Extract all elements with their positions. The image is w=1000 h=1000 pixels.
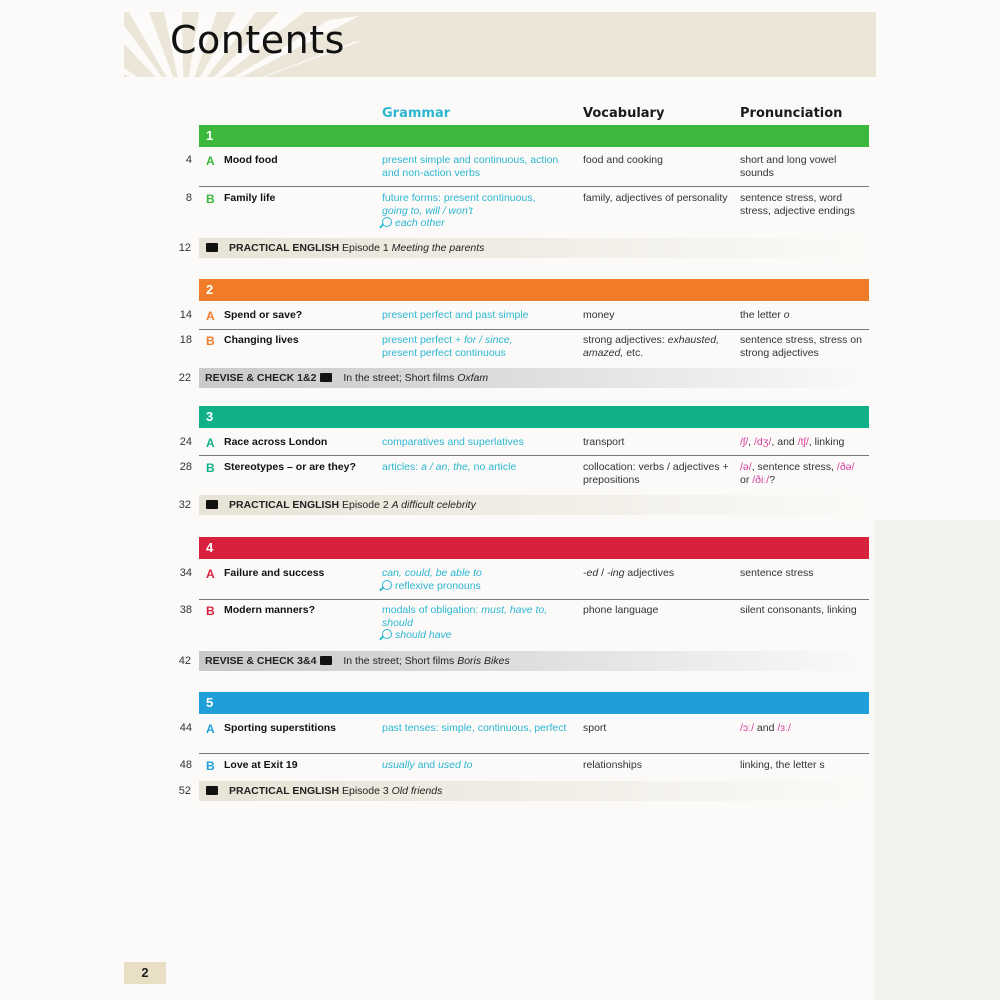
page-number: 22: [178, 372, 191, 384]
lesson-pronunciation: silent consonants, linking: [740, 604, 857, 616]
page-number: 48: [179, 759, 192, 771]
pron-text: , and: [771, 436, 798, 448]
pron-italic: o: [783, 309, 790, 321]
lesson-grammar: [382, 759, 578, 772]
lesson-pronunciation: /ʃ/, /dʒ/, and /tʃ/, linking: [740, 436, 845, 448]
phonetic-symbol: /dʒ/: [754, 436, 772, 448]
episode-title: Old friends: [391, 785, 443, 797]
lesson-title: Modern manners?: [224, 604, 316, 616]
column-header-vocabulary: Vocabulary: [583, 106, 665, 121]
lesson-vocabulary: phone language: [583, 604, 659, 616]
grammar-italic: usually: [382, 759, 415, 771]
lesson-grammar: comparatives and superlatives: [382, 436, 524, 448]
unit-5-bar: [199, 692, 869, 714]
row-divider: [199, 753, 869, 754]
vocab-suffix: etc.: [623, 346, 644, 359]
lesson-vocabulary: family, adjectives of personality: [583, 192, 728, 204]
grammar-extra: reflexive pronouns: [395, 579, 481, 592]
pron-text: and: [754, 722, 778, 734]
revise-text: In the street; Short films: [343, 372, 455, 384]
lesson-letter: B: [206, 759, 215, 773]
vocab-text: strong adjectives:: [583, 334, 668, 346]
grammar-text: present perfect +: [382, 334, 465, 346]
video-camera-icon: [206, 786, 218, 795]
lesson-vocabulary: collocation: verbs / adjectives + prepositions: [583, 461, 729, 486]
grammar-extra: should have: [395, 629, 452, 641]
row-divider: [199, 186, 869, 187]
lesson-vocabulary: [583, 567, 733, 580]
grammar-italic: must, have to, should: [382, 604, 548, 629]
lesson-pronunciation: linking, the letter s: [740, 759, 825, 771]
magnifier-icon: [382, 217, 392, 227]
lesson-pronunciation: sentence stress, word stress, adjective endings: [740, 192, 855, 217]
lesson-title: Changing lives: [224, 334, 299, 346]
grammar-italic: for / since,: [464, 334, 513, 346]
lesson-title: Sporting superstitions: [224, 722, 337, 734]
page-title: Contents: [170, 18, 345, 62]
lesson-title: Stereotypes – or are they?: [224, 461, 356, 473]
lesson-pronunciation: [740, 461, 870, 486]
page-number: 24: [179, 436, 192, 448]
lesson-letter: B: [206, 334, 215, 348]
lesson-vocabulary: [583, 334, 733, 359]
header-band: [124, 12, 876, 77]
phonetic-symbol: /ðiː/: [752, 473, 770, 486]
lesson-grammar: [382, 604, 578, 642]
revise-text: In the street; Short films: [343, 655, 455, 667]
page-number: 52: [178, 785, 191, 797]
page-number: 12: [178, 242, 191, 254]
pron-question: ?: [769, 473, 776, 486]
grammar-italic: can, could, be able to: [382, 567, 482, 579]
grammar-italic-2: used to: [438, 759, 473, 771]
footer-page-number: 2: [124, 962, 166, 984]
practical-english-label: PRACTICAL ENGLISH: [229, 242, 340, 254]
unit-number: 5: [206, 695, 214, 710]
revise-check-bar[interactable]: [199, 368, 869, 388]
lesson-title: Family life: [224, 192, 276, 204]
lesson-title: Mood food: [224, 154, 278, 166]
grammar-extra: each other: [395, 217, 445, 229]
phonetic-symbol: /ɔː/: [740, 722, 755, 734]
unit-1-bar: [199, 125, 869, 147]
page-number: 38: [179, 604, 192, 616]
lesson-grammar: present perfect and past simple: [382, 309, 529, 321]
lesson-letter: B: [206, 604, 215, 618]
pron-text-or: or: [740, 473, 753, 486]
page-number: 8: [185, 192, 192, 204]
lesson-grammar: past tenses: simple, continuous, perfect: [382, 722, 567, 734]
episode-number: Episode 3: [341, 785, 389, 797]
lesson-vocabulary: money: [583, 309, 615, 321]
pron-suffix: , linking: [808, 436, 845, 448]
magnifier-icon: [382, 580, 392, 590]
vocab-italic: exhausted, amazed,: [583, 334, 720, 359]
grammar-mid: and: [414, 759, 439, 771]
phonetic-symbol: /tʃ/: [797, 436, 809, 448]
revise-check-label: REVISE & CHECK 1&2: [205, 372, 317, 384]
unit-3-bar: [199, 406, 869, 428]
short-film-title: Boris Bikes: [457, 655, 510, 667]
lesson-vocabulary: relationships: [583, 759, 642, 771]
page-number: 42: [178, 655, 191, 667]
video-camera-icon: [206, 500, 218, 509]
vocab-suffix: adjectives: [624, 567, 675, 579]
vocab-italic: -ed: [583, 567, 599, 579]
vocab-italic-2: -ing: [606, 567, 625, 579]
lesson-title: Love at Exit 19: [224, 759, 298, 771]
grammar-text: articles:: [382, 461, 422, 473]
column-header-pronunciation: Pronunciation: [740, 106, 843, 121]
unit-number: 2: [206, 282, 214, 297]
lesson-vocabulary: food and cooking: [583, 154, 663, 166]
lesson-pronunciation: [740, 722, 870, 735]
video-camera-icon: [320, 373, 332, 382]
lesson-vocabulary: sport: [583, 722, 607, 734]
lesson-title: Race across London: [224, 436, 328, 448]
practical-english-bar[interactable]: [199, 238, 869, 258]
row-divider: [199, 455, 869, 456]
lesson-grammar: [382, 334, 578, 359]
revise-check-bar[interactable]: [199, 651, 869, 671]
lesson-pronunciation: sentence stress, stress on strong adjectives: [740, 334, 862, 359]
grammar-italic: a / an, the,: [421, 461, 471, 473]
phonetic-symbol: /ə/: [740, 461, 752, 473]
unit-2-bar: [199, 279, 869, 301]
episode-number: Episode 1: [341, 242, 389, 254]
phonetic-symbol: /ʃ/: [740, 436, 749, 448]
lesson-letter: B: [206, 192, 215, 206]
episode-number: Episode 2: [341, 499, 389, 511]
lesson-title: Failure and success: [224, 567, 325, 579]
short-film-title: Oxfam: [457, 372, 489, 384]
lesson-grammar: present simple and continuous, action and non-action verbs: [382, 154, 559, 179]
lesson-letter: A: [206, 309, 215, 323]
magnifier-icon: [382, 629, 392, 639]
row-divider: [199, 329, 869, 330]
page-number: 28: [179, 461, 192, 473]
revise-check-label: REVISE & CHECK 3&4: [205, 655, 317, 667]
lesson-letter: A: [206, 722, 215, 736]
unit-number: 1: [206, 128, 214, 143]
vocab-mid: /: [598, 567, 607, 579]
column-header-grammar: Grammar: [382, 106, 451, 121]
unit-4-bar: [199, 537, 869, 559]
lesson-letter: B: [206, 461, 215, 475]
episode-title: Meeting the parents: [391, 242, 485, 254]
practical-english-label: PRACTICAL ENGLISH: [229, 785, 340, 797]
unit-number: 4: [206, 540, 214, 555]
lesson-vocabulary: transport: [583, 436, 625, 448]
lesson-grammar: [382, 567, 578, 592]
practical-english-bar[interactable]: [199, 495, 869, 515]
lesson-letter: A: [206, 567, 215, 581]
phonetic-symbol: /ðə/: [836, 461, 855, 473]
pron-text: , sentence stress,: [751, 461, 837, 473]
practical-english-label: PRACTICAL ENGLISH: [229, 499, 340, 511]
lesson-title: Spend or save?: [224, 309, 303, 321]
lesson-pronunciation: [740, 309, 870, 322]
video-camera-icon: [206, 243, 218, 252]
grammar-suffix: no article: [470, 461, 517, 473]
page-number: 14: [179, 309, 192, 321]
practical-english-bar[interactable]: [199, 781, 869, 801]
lesson-pronunciation: short and long vowel sounds: [740, 154, 837, 179]
grammar-text: modals of obligation:: [382, 604, 482, 616]
phonetic-symbol: /ɜː/: [777, 722, 791, 734]
page-number: 32: [178, 499, 191, 511]
page-number: 18: [179, 334, 192, 346]
lesson-grammar: [382, 192, 578, 230]
unit-number: 3: [206, 409, 214, 424]
page-number: 44: [179, 722, 192, 734]
page-number: 34: [179, 567, 192, 579]
lesson-pronunciation: sentence stress: [740, 567, 814, 579]
row-divider: [199, 599, 869, 600]
grammar-italic: going to, will / won't: [382, 204, 473, 217]
grammar-text: future forms: present continuous,: [382, 192, 536, 204]
page-edge-shadow: [874, 520, 1000, 1000]
video-camera-icon: [320, 656, 332, 665]
lesson-grammar: [382, 461, 578, 474]
page-number: 4: [185, 154, 192, 166]
lesson-letter: A: [206, 154, 215, 168]
lesson-letter: A: [206, 436, 215, 450]
pron-text: the letter: [740, 309, 784, 321]
episode-title: A difficult celebrity: [391, 499, 476, 511]
grammar-text-2: present perfect continuous: [382, 346, 506, 359]
